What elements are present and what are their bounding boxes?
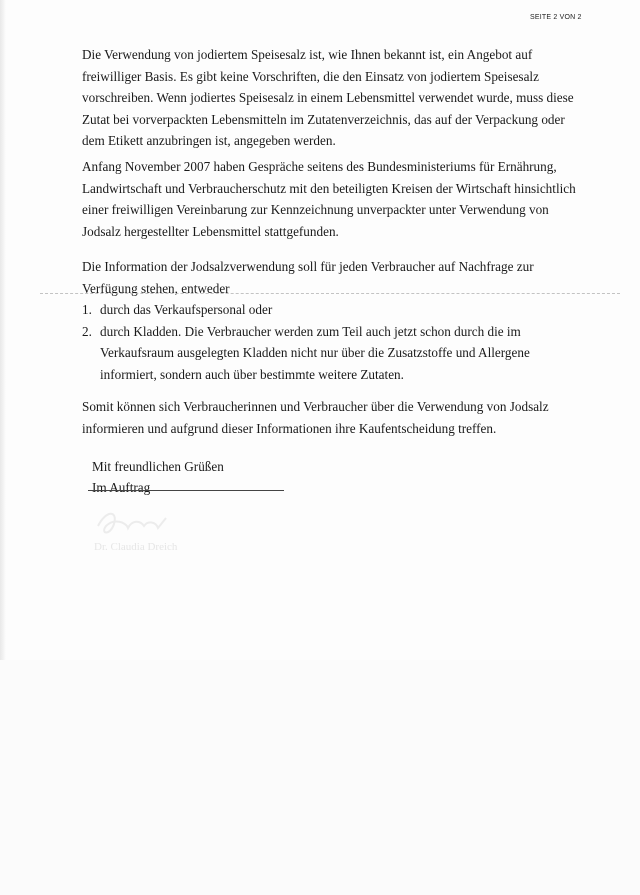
list-item-number: 1.	[82, 302, 92, 317]
list-item	[82, 299, 582, 321]
scan-artifact-line	[40, 293, 620, 294]
paragraph-information-on-request: Die Information der Jodsalzverwendung soll für jeden Verbraucher auf Nachfrage zur Verfügung stehen, entweder	[82, 259, 534, 296]
paragraph-ministry-talks: Anfang November 2007 haben Gespräche seitens des Bundesministeriums für Ernährung, Landwirtschaft und Verbraucherschutz mit den beteiligten Kreisen der Wirtschaft hinsichtlich einer freiwilligen Vereinbarung zur Kennzeichnung unverpackter unter Verwendung von Jodsalz hergestellter Lebensmittel stattgefunden.	[82, 159, 576, 239]
list-item-text: durch Kladden. Die Verbraucher werden zum Teil auch jetzt schon durch die im Verkaufsraum ausgelegten Kladden nicht nur über die Zusatzstoffe und Allergene informiert, sondern auch über bestimmte weitere Zutaten.	[100, 323, 530, 382]
list-item-text: durch das Verkaufspersonal oder	[100, 302, 273, 317]
list-item	[82, 321, 582, 386]
list-item-number: 2.	[82, 323, 92, 339]
paragraph-iodized-salt-voluntary: Die Verwendung von jodiertem Speisesalz ist, wie Ihnen bekannt ist, ein Angebot auf freiwilliger Basis. Es gibt keine Vorschriften, die den Einsatz von jodiertem Speisesalz vorschreiben. Wenn jodiertes Speisesalz in einem Lebensmittel verwendet wurde, muss diese Zutat bei vorverpackten Lebensmitteln im Zutatenverzeichnis, das auf der Verpackung oder dem Etikett anzubringen ist, angegeben werden.	[82, 47, 574, 148]
closing-role: Im Auftrag	[92, 480, 151, 495]
signature-name: Dr. Claudia Dreich	[94, 541, 178, 553]
signature-line	[88, 490, 284, 491]
faded-signature	[92, 500, 292, 562]
closing-greeting: Mit freundlichen Grüßen	[92, 459, 224, 474]
page-number: SEITE 2 VON 2	[530, 14, 582, 21]
blank-lower-area	[0, 660, 640, 895]
information-options-list	[82, 299, 582, 385]
paragraph-conclusion: Somit können sich Verbraucherinnen und Verbraucher über die Verwendung von Jodsalz informieren und aufgrund dieser Informationen ihre Kaufentscheidung treffen.	[82, 399, 549, 436]
closing-block	[92, 456, 224, 498]
